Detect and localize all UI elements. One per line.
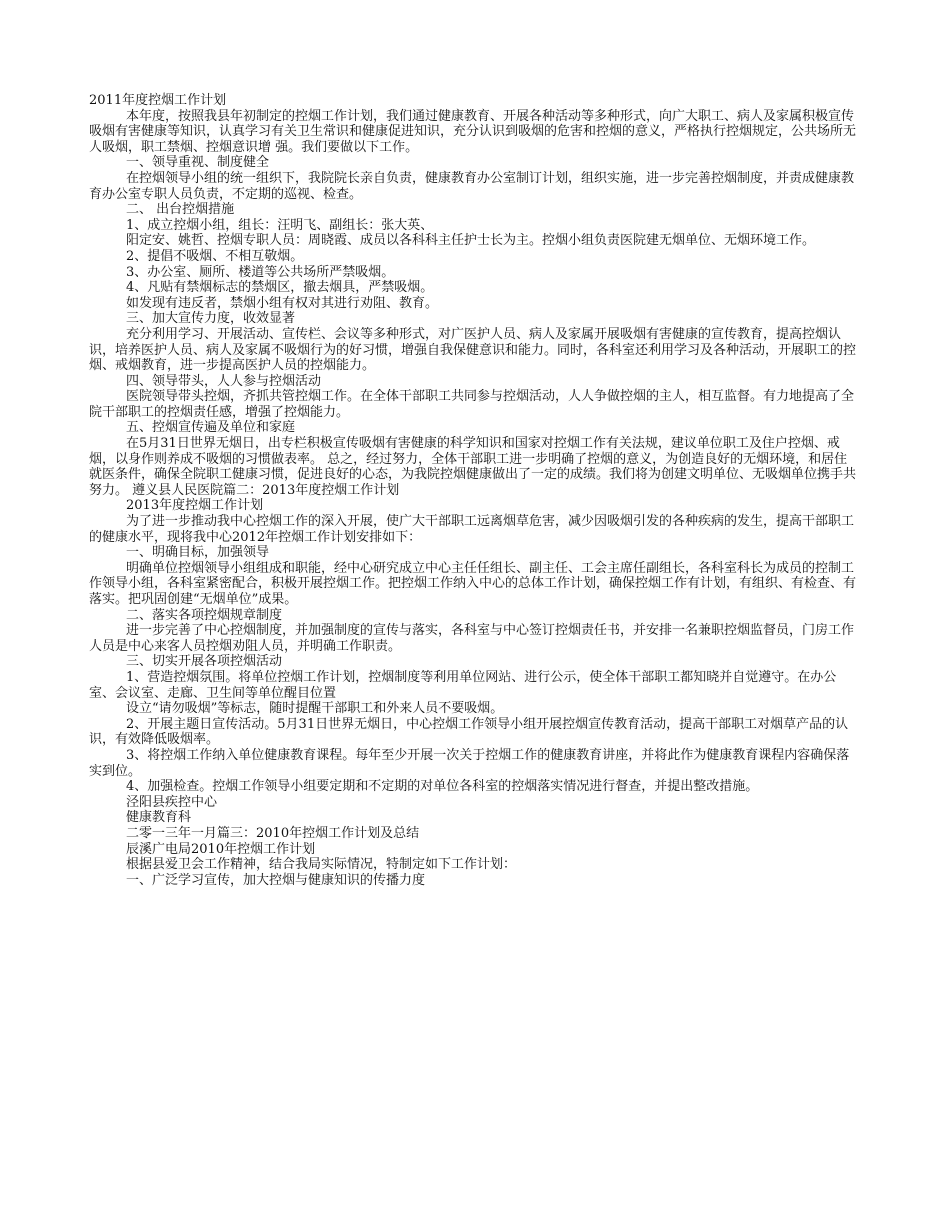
- paragraph: 健康教育科: [126, 810, 192, 826]
- paragraph: 阳定安、姚哲、控烟专职人员：周晓霞、成员以各科科主任护士长为主。控烟小组负责医院建无烟单位、无烟环境工作。: [126, 233, 816, 249]
- paragraph: 二、落实各项控烟规章制度: [126, 607, 283, 623]
- paragraph: 二、 出台控烟措施: [126, 202, 235, 218]
- paragraph: 1、成立控烟小组，组长：汪明飞、副组长：张大英、: [126, 217, 434, 233]
- paragraph: 3、办公室、厕所、楼道等公共场所严禁吸烟。: [126, 264, 395, 280]
- paragraph: 设立“请勿吸烟”等标志，随时提醒干部职工和外来人员不要吸烟。: [126, 701, 504, 717]
- paragraph: 四、领导带头，人人参与控烟活动: [126, 373, 322, 389]
- paragraph: 充分利用学习、开展活动、宣传栏、会议等多种形式，对广医护人员、病人及家属开展吸烟有害健康的宣传教育，提高控烟认识，培养医护人员、病人及家属不吸烟行为的好习惯，增强自我保健意识和能力。同时，各科室还利用学习及各种活动，开展职工的控烟、戒烟教育，进一步提高医护人员的控烟能力。: [89, 326, 857, 374]
- paragraph: 五、控烟宣传遍及单位和家庭: [126, 420, 296, 436]
- paragraph: 在控烟领导小组的统一组织下，我院院长亲自负责，健康教育办公室制订计划，组织实施，进一步完善控烟制度，并责成健康教育办公室专职人员负责，不定期的巡视、检查。: [89, 170, 855, 202]
- paragraph: 4、凡贴有禁烟标志的禁烟区，撤去烟具，严禁吸烟。: [126, 280, 434, 296]
- paragraph: 医院领导带头控烟，齐抓共管控烟工作。在全体干部职工共同参与控烟活动，人人争做控烟的主人，相互监督。有力地提高了全院干部职工的控烟责任感，增强了控烟能力。: [89, 389, 855, 420]
- paragraph: 2013年度控烟工作计划: [126, 498, 264, 514]
- paragraph: 3、将控烟工作纳入单位健康教育课程。每年至少开展一次关于控烟工作的健康教育讲座，并将此作为健康教育课程内容确保落实到位。: [89, 747, 850, 779]
- paragraph: 2、开展主题日宣传活动。5月31日世界无烟日，中心控烟工作领导小组开展控烟宣传教育活动，提高干部职工对烟草产品的认识，有效降低吸烟率。: [89, 716, 849, 748]
- paragraph: 明确单位控烟领导小组组成和职能，经中心研究成立中心主任任组长、副主任、工会主席任副组长，各科室科长为成员的控制工作领导小组，各科室紧密配合，积极开展控烟工作。把控烟工作纳入中心的总体工作计划，确保控烟工作有计划，有组织、有检查、有落实。把巩固创建“无烟单位”成果。: [89, 560, 857, 607]
- paragraph: 本年度，按照我县年初制定的控烟工作计划，我们通过健康教育、开展各种活动等多种形式，向广大职工、病人及家属积极宣传吸烟有害健康等知识，认真学习有关卫生常识和健康促进知识，充分认识到吸烟的危害和控烟的意义，严格执行控烟规定，公共场所无人吸烟，职工禁烟、控烟意识增 强。我们要做以下工作。: [89, 108, 857, 155]
- paragraph: 泾阳县疾控中心: [126, 794, 218, 810]
- document-title: 2011年度控烟工作计划: [89, 93, 227, 108]
- paragraph: 一、广泛学习宣传，加大控烟与健康知识的传播力度: [126, 872, 426, 888]
- paragraph: 1、营造控烟氛围。将单位控烟工作计划，控烟制度等利用单位网站、进行公示，使全体干部职工都知晓并自觉遵守。在办公室、会议室、走廊、卫生间等单位醒目位置: [89, 669, 837, 701]
- paragraph: 三、切实开展各项控烟活动: [126, 654, 283, 670]
- paragraph: 三、加大宣传力度，收效显著: [126, 311, 296, 327]
- paragraph: 如发现有违反者，禁烟小组有权对其进行劝阻、教育。: [126, 295, 439, 311]
- paragraph: 2、提倡不吸烟、不相互敬烟。: [126, 248, 304, 264]
- paragraph: 根据县爱卫会工作精神，结合我局实际情况，特制定如下工作计划：: [126, 857, 517, 873]
- paragraph: 进一步完善了中心控烟制度，并加强制度的宣传与落实，各科室与中心签订控烟责任书，并安排一名兼职控烟监督员，门房工作人员是中心来客人员控烟劝阻人员，并明确工作职责。: [89, 623, 855, 654]
- paragraph: 辰溪广电局2010年控烟工作计划: [126, 841, 316, 857]
- paragraph: 二零一三年一月篇三：2010年控烟工作计划及总结: [126, 825, 420, 841]
- paragraph: 一、明确目标，加强领导: [126, 545, 270, 561]
- paragraph: 一、领导重视、制度健全: [126, 155, 270, 171]
- paragraph: 4、加强检查。控烟工作领导小组要定期和不定期的对单位各科室的控烟落实情况进行督查，并提出整改措施。: [126, 779, 759, 795]
- paragraph: 为了进一步推动我中心控烟工作的深入开展，使广大干部职工远离烟草危害，减少因吸烟引发的各种疾病的发生，提高干部职工的健康水平，现将我中心2012年控烟工作计划安排如下：: [89, 514, 855, 545]
- paragraph: 在5月31日世界无烟日，出专栏积极宣传吸烟有害健康的科学知识和国家对控烟工作有关法规，建议单位职工及住户控烟、戒烟，以身作则养成不吸烟的习惯做表率。 总之，经过努力，全体干部职工进一步明确了控烟的意义，为创造良好的无烟环境，和居住就医条件，确保全院职工健康习惯，促进良好的心态，为我院控烟健康做出了一定的成绩。我们将为创建文明单位、无吸烟单位携手共努力。 遵义县人民医院篇二：2013年度控烟工作计划: [89, 436, 857, 498]
- document-body: [89, 93, 858, 888]
